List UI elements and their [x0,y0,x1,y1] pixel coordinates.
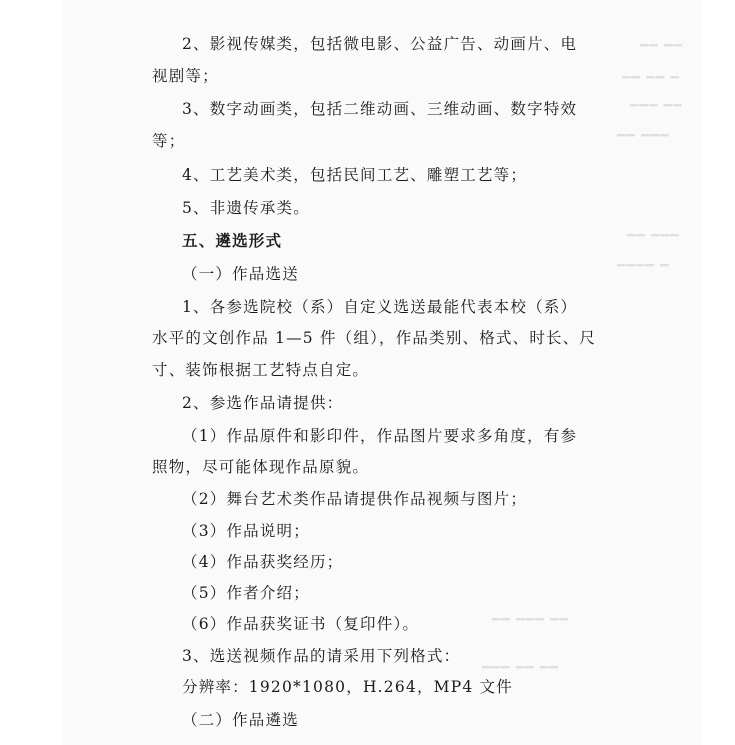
text-line: 等； [152,132,186,150]
subsection-heading: （一）作品选送 [182,265,299,283]
subsection-heading: （二）作品遴选 [182,711,299,729]
bleed-through: ━━ ━━━ [617,128,670,144]
text-line: （5）作者介绍； [182,584,310,602]
text-line: 5、非遗传承类。 [182,199,310,217]
bleed-through: ━━ ━━━ [627,228,680,244]
text-line: 4、工艺美术类，包括民间工艺、雕塑工艺等； [182,166,528,184]
text-line: 2、参选作品请提供： [182,394,344,412]
section-heading: 五、遴选形式 [182,231,283,250]
text-line: 2、影视传媒类，包括微电影、公益广告、动画片、电 [182,35,578,53]
bleed-through: ━━ ━━ ━ [622,70,681,86]
text-line: （3）作品说明； [182,522,310,540]
bleed-through: ━━━ ━━ [630,98,683,114]
text-line: （4）作品获奖经历； [182,553,344,571]
text-line: （1）作品原件和影印件，作品图片要求多角度，有参 [182,427,578,445]
bleed-through: ━━━ ━━ ━━ [482,660,559,676]
text-line: （2）舞台艺术类作品请提供作品视频与图片； [182,490,528,508]
bleed-through: ━━━━ ━ [617,258,670,274]
text-line: 视剧等； [152,67,219,85]
bleed-through: ━━ ━━ [640,38,684,54]
text-line: 寸、装饰根据工艺特点自定。 [152,361,370,379]
bleed-through: ━━ ━━━ ━━ [492,612,569,628]
text-line: 照物，尽可能体现作品原貌。 [152,458,370,476]
text-line: 3、数字动画类，包括二维动画、三维动画、数字特效 [182,100,578,118]
text-line: 分辨率：1920*1080，H.264，MP4 文件 [182,678,513,696]
text-line: 1、各参选院校（系）自定义选送最能代表本校（系） [182,298,578,316]
text-line: （6）作品获奖证书（复印件）。 [182,615,420,633]
text-line: 水平的文创作品 1—5 件（组），作品类别、格式、时长、尺 [152,329,597,347]
text-line: 3、选送视频作品的请采用下列格式： [182,647,461,665]
